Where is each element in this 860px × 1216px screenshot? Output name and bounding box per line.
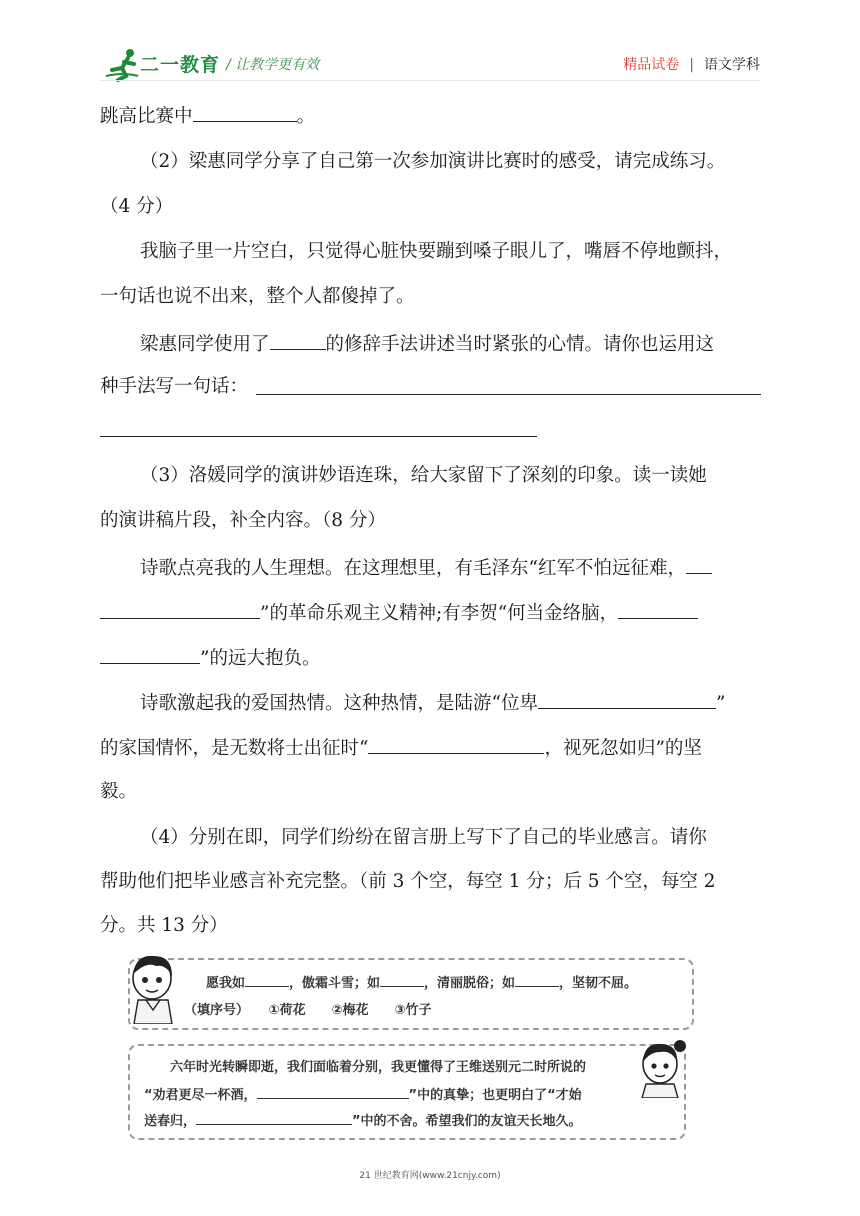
header-right [623,54,760,74]
q3-para2 [100,690,800,716]
text: 跳高比赛中 [100,106,193,127]
header-divider [100,80,760,81]
text: ，视死忽如归”的坚 [544,738,702,759]
poem-blank[interactable] [538,690,716,709]
header-separator: | [689,57,694,73]
q2-quote-cont: 一句话也说不出来，整个人都傻掉了。 [100,286,415,307]
poem-blank[interactable] [257,1086,409,1099]
flower-blank[interactable] [380,974,424,987]
text: 的修辞手法讲述当时紧张的心情。请你也运用这 [325,334,715,355]
q3-para2-end: 毅。 [100,781,138,802]
text: ，傲霜斗雪；如 [289,976,381,991]
q3-prompt: （3）洛媛同学的演讲妙语连珠，给大家留下了深刻的印象。读一读她 [140,465,707,486]
q3-para1 [100,555,800,581]
q4-score: 分。共 13 分） [100,915,228,936]
line-high-jump [100,103,760,129]
text: ”中的不舍。希望我们的友谊天长地久。 [352,1114,582,1129]
subject-label: 语文学科 [704,57,760,73]
text: 。 [296,106,316,127]
flower-blank[interactable] [245,974,289,987]
text: 送春归， [144,1114,197,1129]
q2-prompt: （2）梁惠同学分享了自己第一次参加演讲比赛时的感受，请完成练习。 [140,151,726,172]
boy-avatar-icon [126,952,182,1024]
writing-line[interactable] [256,394,761,395]
speech-box-boy [128,958,694,1030]
q2-score: （4 分） [100,196,174,217]
box2-line3 [144,1110,582,1129]
footer: 21 世纪教育网(www.21cnjy.com) [359,1171,501,1181]
rhetoric-blank[interactable] [270,331,326,350]
girl-avatar-icon [634,1036,688,1098]
brand-name: 二一教育 [140,54,221,76]
q3-para1-cont [100,600,760,626]
text: ，坚韧不屈。 [559,976,638,991]
flower-blank[interactable] [515,974,559,987]
slogan: / 让教学更有效 [226,57,320,73]
poem-blank[interactable] [100,600,260,619]
q2-task [100,331,800,357]
q4-prompt: （4）分别在即，同学们纷纷在留言册上写下了自己的毕业感言。请你 [140,827,707,848]
text: ”中的真挚；也更明白了“才始 [408,1088,582,1103]
q2-quote: 我脑子里一片空白，只觉得心脏快要蹦到嗓子眼儿了，嘴唇不停地颤抖， [140,241,733,262]
text: ”的远大抱负。 [200,648,321,669]
header-label: 精品试卷 [623,57,680,73]
q2-task-cont: 种手法写一句话： [100,376,249,397]
text: 诗歌点亮我的人生理想。在这理想里，有毛泽东“红军不怕远征难， [140,558,686,579]
poem-blank[interactable] [618,600,698,619]
poem-blank[interactable] [196,1112,352,1125]
box2-line2 [144,1084,582,1103]
text: 的家国情怀，是无数将士出征时“ [100,738,369,759]
box1-line1 [206,972,637,991]
text: 愿我如 [206,976,246,991]
text: ，清丽脱俗；如 [424,976,516,991]
box2-line1: 六年时光转瞬即逝，我们面临着分别，我更懂得了王维送别元二时所说的 [170,1060,587,1075]
writing-line[interactable] [100,436,537,437]
text: ”的革命乐观主义精神;有李贺“何当金络脑， [260,603,619,624]
poem-blank[interactable] [368,735,544,754]
box1-options: （填序号） ①荷花 ②梅花 ③竹子 [184,1003,432,1018]
poem-blank[interactable] [686,555,712,574]
q3-score: 的演讲稿片段，补全内容。（8 分） [100,510,386,531]
q3-para1-end [100,645,760,671]
poem-blank[interactable] [100,645,200,664]
q4-prompt-cont: 帮助他们把毕业感言补充完整。（前 3 个空，每空 1 分；后 5 个空，每空 2 [100,871,716,892]
text: ” [715,693,726,714]
q3-para2-cont [100,735,760,761]
answer-blank[interactable] [193,103,297,122]
text: 梁惠同学使用了 [140,334,270,355]
text: 诗歌激起我的爱国热情。这种热情，是陆游“位卑 [140,693,538,714]
text: “劝君更尽一杯酒， [144,1088,257,1103]
